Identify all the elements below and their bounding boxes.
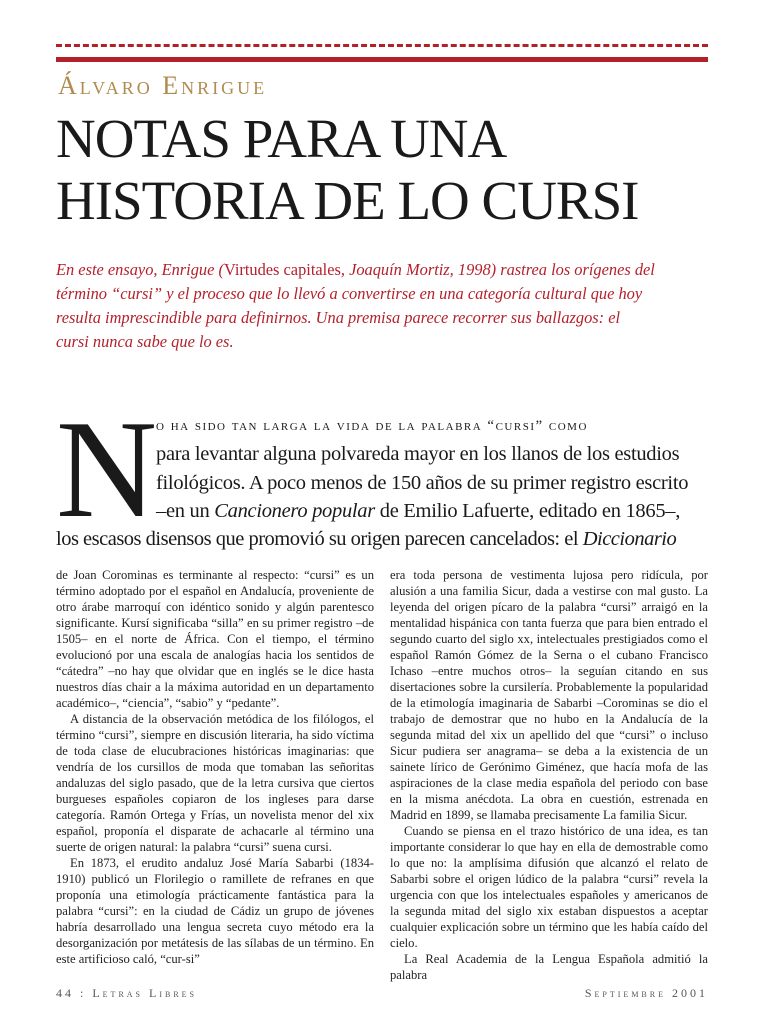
left-paragraph-3: En 1873, el erudito andaluz José María Sabarbi (1834-1910) publicó un Florilegio o ramillete de refranes en que proponía una etimología prácticamente fantástica para la palabra “cursi”: en la ciudad de Cádiz un grupo de jóvenes habría desarrollado una lengua secreta cuyo método era la desorganización por metátesis de las sílabas de un término. En este artificioso caló, “cur-si” <box>56 856 374 966</box>
left-paragraph-2: A distancia de la observación metódica de los filólogos, el término “cursi”, siempre en discusión literaria, ha sido víctima de toda clase de elucubraciones históricas imaginarias: que vendría de los cursillos de moda que tomaban las señoritas andaluzas del siglo pasado, que de la letra cursiva que ciertos burgueses españoles copiaron de los ingleses para darse categoría. Ramón Ortega y Frías, un novelista menor del xix español, proponía el disparate de achacarle al término una suerte de origen natural: la palabra “cursi” suena cursi. <box>56 712 374 854</box>
title-line-2: HISTORIA DE LO CURSI <box>56 170 639 231</box>
right-paragraph-2: Cuando se piensa en el trazo histórico de una idea, es tan importante considerar lo que hay en ella de demostrable como lo que no: la amplísima difusión que alcanzó el relato de Sabarbi sobre el origen lúdico de la palabra “cursi” revela la urgencia con que los intelectuales españoles y americanos de la segunda mitad del siglo xix estaban dispuestos a aceptar cualquier explicación sobre un término que les había caído del cielo. <box>390 824 708 950</box>
article-title <box>56 108 716 232</box>
lead-line-4a: –en un <box>156 500 215 522</box>
top-solid-rule <box>56 57 708 62</box>
footer-page-magazine: 44 : Letras Libres <box>56 986 198 1000</box>
right-paragraph-1: era toda persona de vestimenta lujosa pero ridícula, por alusión a una familia Sicur, dada a vestirse con mal gusto. La leyenda del origen pícaro de la palabra “cursi” arraigó en la mentalidad hispánica con tanta fuerza que para bien entrado el segundo cuarto del siglo xx, intelectuales prestigiados como el español Ramón Gómez de la Serna o el cubano Francisco Ichaso –entre muchos otros– la seguían citando en sus disertaciones sobre la cursilería. Probablemente la popularidad de la etimología imaginaria de Sabarbi –Corominas se dio el trabajo de demostrar que no hubo en la Andalucía de la segunda mitad del xix un apellido del que “cursi” o incluso Sicur pudiera ser anagrama– se deba a la existencia de un sainete lírico de Gerónimo Giménez, que hacía mofa de las aspiraciones de la clase media española del periodo con base en la misma anécdota. La obra en cuestión, estrenada en Madrid en 1899, se llamaba precisamente La familia Sicur. <box>390 568 708 822</box>
footer-date: Septiembre 2001 <box>584 986 708 1000</box>
left-column <box>56 567 374 967</box>
intro-part-1: En este ensayo, Enrigue ( <box>56 260 224 279</box>
author-name: Álvaro Enrigue <box>58 71 268 100</box>
lead-line-5a: los escasos disensos que promovió su origen parecen cancelados: el <box>56 528 583 550</box>
lead-line-4c: de Emilio Lafuerte, editado en 1865–, <box>374 500 681 522</box>
intro-book-title: Virtudes capitales <box>223 260 341 279</box>
right-column <box>390 567 708 983</box>
lead-line-4 <box>156 500 680 523</box>
left-paragraph-1: de Joan Corominas es terminante al respecto: “cursi” es un término adoptado por el español en Andalucía, proveniente de otro árabe marroquí con idéntico sonido y algún parentesco significante. Kursí significaba “silla” en su primer registro –de 1505– en el norte de África. Con el tiempo, el término evolucionó por una escala de analogías hacia los sentidos de “cátedra” –no hay que olvidar que en inglés se le dice hasta nuestros días chair a la máxima autoridad en un departamento académico–, “ciencia”, “sabio” y “pedante”. <box>56 568 374 710</box>
drop-cap: N <box>56 392 158 547</box>
lead-diccionario: Diccionario <box>582 528 677 550</box>
top-dashed-rule <box>56 44 708 47</box>
lead-line-1: o ha sido tan larga la vida de la palabra “cursi” como <box>156 418 588 434</box>
title-line-1: NOTAS PARA UNA <box>56 108 507 169</box>
intro-part-2: , Joaquín Mortiz, 1998) rastrea los orígenes del término “cursi” y el proceso que lo llevó a convertirse en una categoría cultural que hoy resulta imprescindible para definirnos. Una premisa parece recorrer sus ballazgos: el cursi nunca sabe que lo es. <box>56 260 655 351</box>
lead-cancionero: Cancionero popular <box>214 500 375 522</box>
right-paragraph-3: La Real Academia de la Lengua Española admitió la palabra <box>390 952 708 982</box>
lead-line-5 <box>56 528 676 551</box>
lead-line-3: filológicos. A poco menos de 150 años de su primer registro escrito <box>156 472 689 494</box>
lead-line-2: para levantar alguna polvareda mayor en los llanos de los estudios <box>156 443 680 465</box>
intro-deck <box>56 258 656 354</box>
